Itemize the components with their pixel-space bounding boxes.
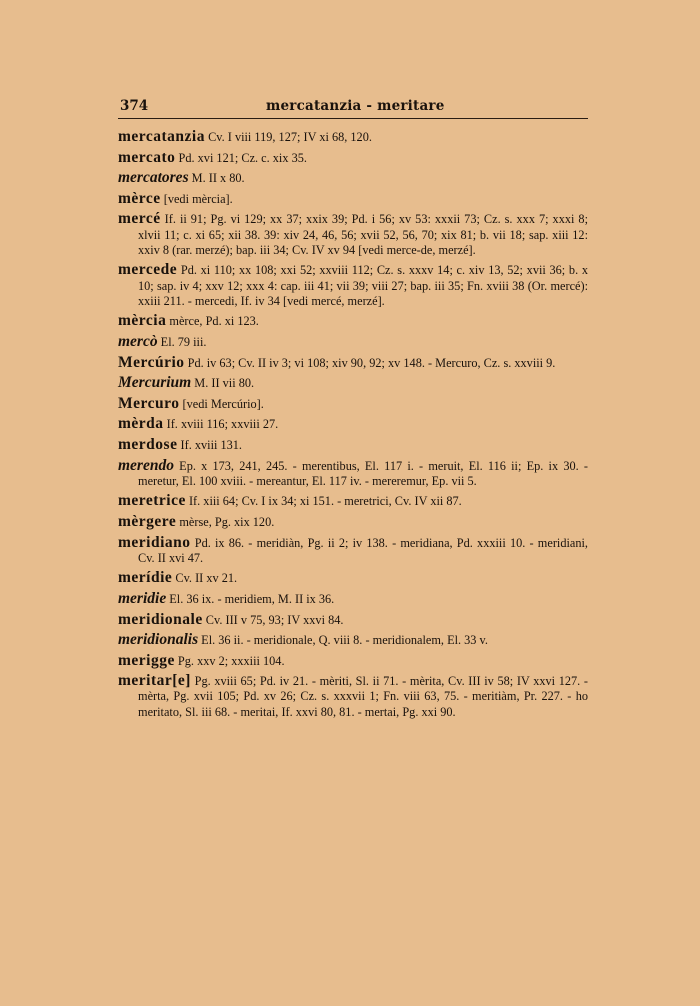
entry-merdose: merdose If. xviii 131. (118, 435, 243, 453)
entry-meretrice: meretrice If. xiii 64; Cv. I ix 34; xi 151. - meretrici, Cv. IV xii 87. (118, 492, 462, 510)
page-header (118, 92, 588, 119)
entry-mercurio: Mercúrio Pd. iv 63; Cv. II iv 3; vi 108; xiv 90, 92; xv 148. - Mercuro, Cz. s. xxviii 9. (118, 353, 556, 371)
entry-mercurium: Mercurium M. II vii 80. (118, 374, 255, 392)
entry-meridie: meridie El. 36 ix. - meridiem, M. II ix 36. (118, 589, 335, 607)
running-title: mercatanzia - meritare (266, 98, 445, 114)
entry-mercatores: mercatores M. II x 80. (118, 169, 245, 187)
entry-mercato: mercato Pd. xvi 121; Cz. c. xix 35. (118, 148, 307, 166)
entry-mergere: mèrgere mèrse, Pg. xix 120. (118, 512, 275, 530)
entry-merigge: merigge Pg. xxv 2; xxxiii 104. (118, 651, 285, 669)
entry-meritare: meritar[e] Pg. xviii 65; Pd. iv 21. - mèriti, Sl. ii 71. - mèrita, Cv. III iv 58; IV xxvi 127. - mèrta, Pg. xvii 105; Pd. xv 26; Cz. s. xxxvii 1; Fn. viii 63, 75. - meritiàm, Pr. 227. - ho meritato, Sl. iii 68. - meritai, If. xxvi 80, 81. - mertai, Pg. xxi 90. (118, 672, 588, 719)
entry-meridiano: meridiano Pd. ix 86. - meridiàn, Pg. ii 2; iv 138. - meridiana, Pd. xxxiii 10. - meridiani, Cv. II xvi 47. (118, 533, 588, 565)
page-number: 374 (120, 98, 149, 114)
entry-merce-accent: mercé If. ii 91; Pg. vi 129; xx 37; xxix 39; Pd. i 56; xv 53: xxxii 73; Cz. s. xxx 7; xxxi 8; xlvii 11; c. xi 65; xii 38. 39: xiv 24, 46, 56; xvii 52, 56, 70; xix 81; b. vii 18; sap. xiii 12: xxiv 8 (rar. merzé); bap. iii 34; Cv. IV xv 94 [vedi merce-de, merzé]. (118, 210, 588, 257)
entry-meridionalis: meridionalis El. 36 ii. - meridionale, Q. viii 8. - meridionalem, El. 33 v. (118, 631, 488, 649)
entry-meridionale: meridionale Cv. III v 75, 93; IV xxvi 84. (118, 610, 344, 628)
dictionary-page (118, 92, 588, 724)
entry-mercatanzia: mercatanzia Cv. I viii 119, 127; IV xi 68, 120. (118, 128, 372, 145)
entry-merda: mèrda If. xviii 116; xxviii 27. (118, 415, 279, 433)
entry-meridie-accent: merídie Cv. II xv 21. (118, 569, 238, 587)
entry-mercuro: Mercuro [vedi Mercúrio]. (118, 394, 264, 412)
entry-merendo: merendo Ep. x 173, 241, 245. - merentibus, El. 117 i. - meruit, El. 116 ii; Ep. ix 30. - meretur, El. 100 xviii. - mereantur, El. 117 iv. - mereremur, Ep. vii 5. (118, 456, 588, 488)
entry-merco: mercò El. 79 iii. (118, 332, 207, 350)
entry-mercia: mèrcia mèrce, Pd. xi 123. (118, 312, 259, 330)
entry-mercede: mercede Pd. xi 110; xx 108; xxi 52; xxviii 112; Cz. s. xxxv 14; c. xiv 13, 52; xvii 36; b. x 10; sap. iv 4; xxv 12; xxx 4: cap. iii 41; vii 39; viii 27; bap. iii 35; Fn. xviii 38 (Or. mercé): xxiii 211. - mercedi, If. iv 34 [vedi mercé, merzé]. (118, 261, 588, 308)
entry-list (118, 129, 588, 720)
entry-merce: mèrce [vedi mèrcia]. (118, 189, 233, 207)
